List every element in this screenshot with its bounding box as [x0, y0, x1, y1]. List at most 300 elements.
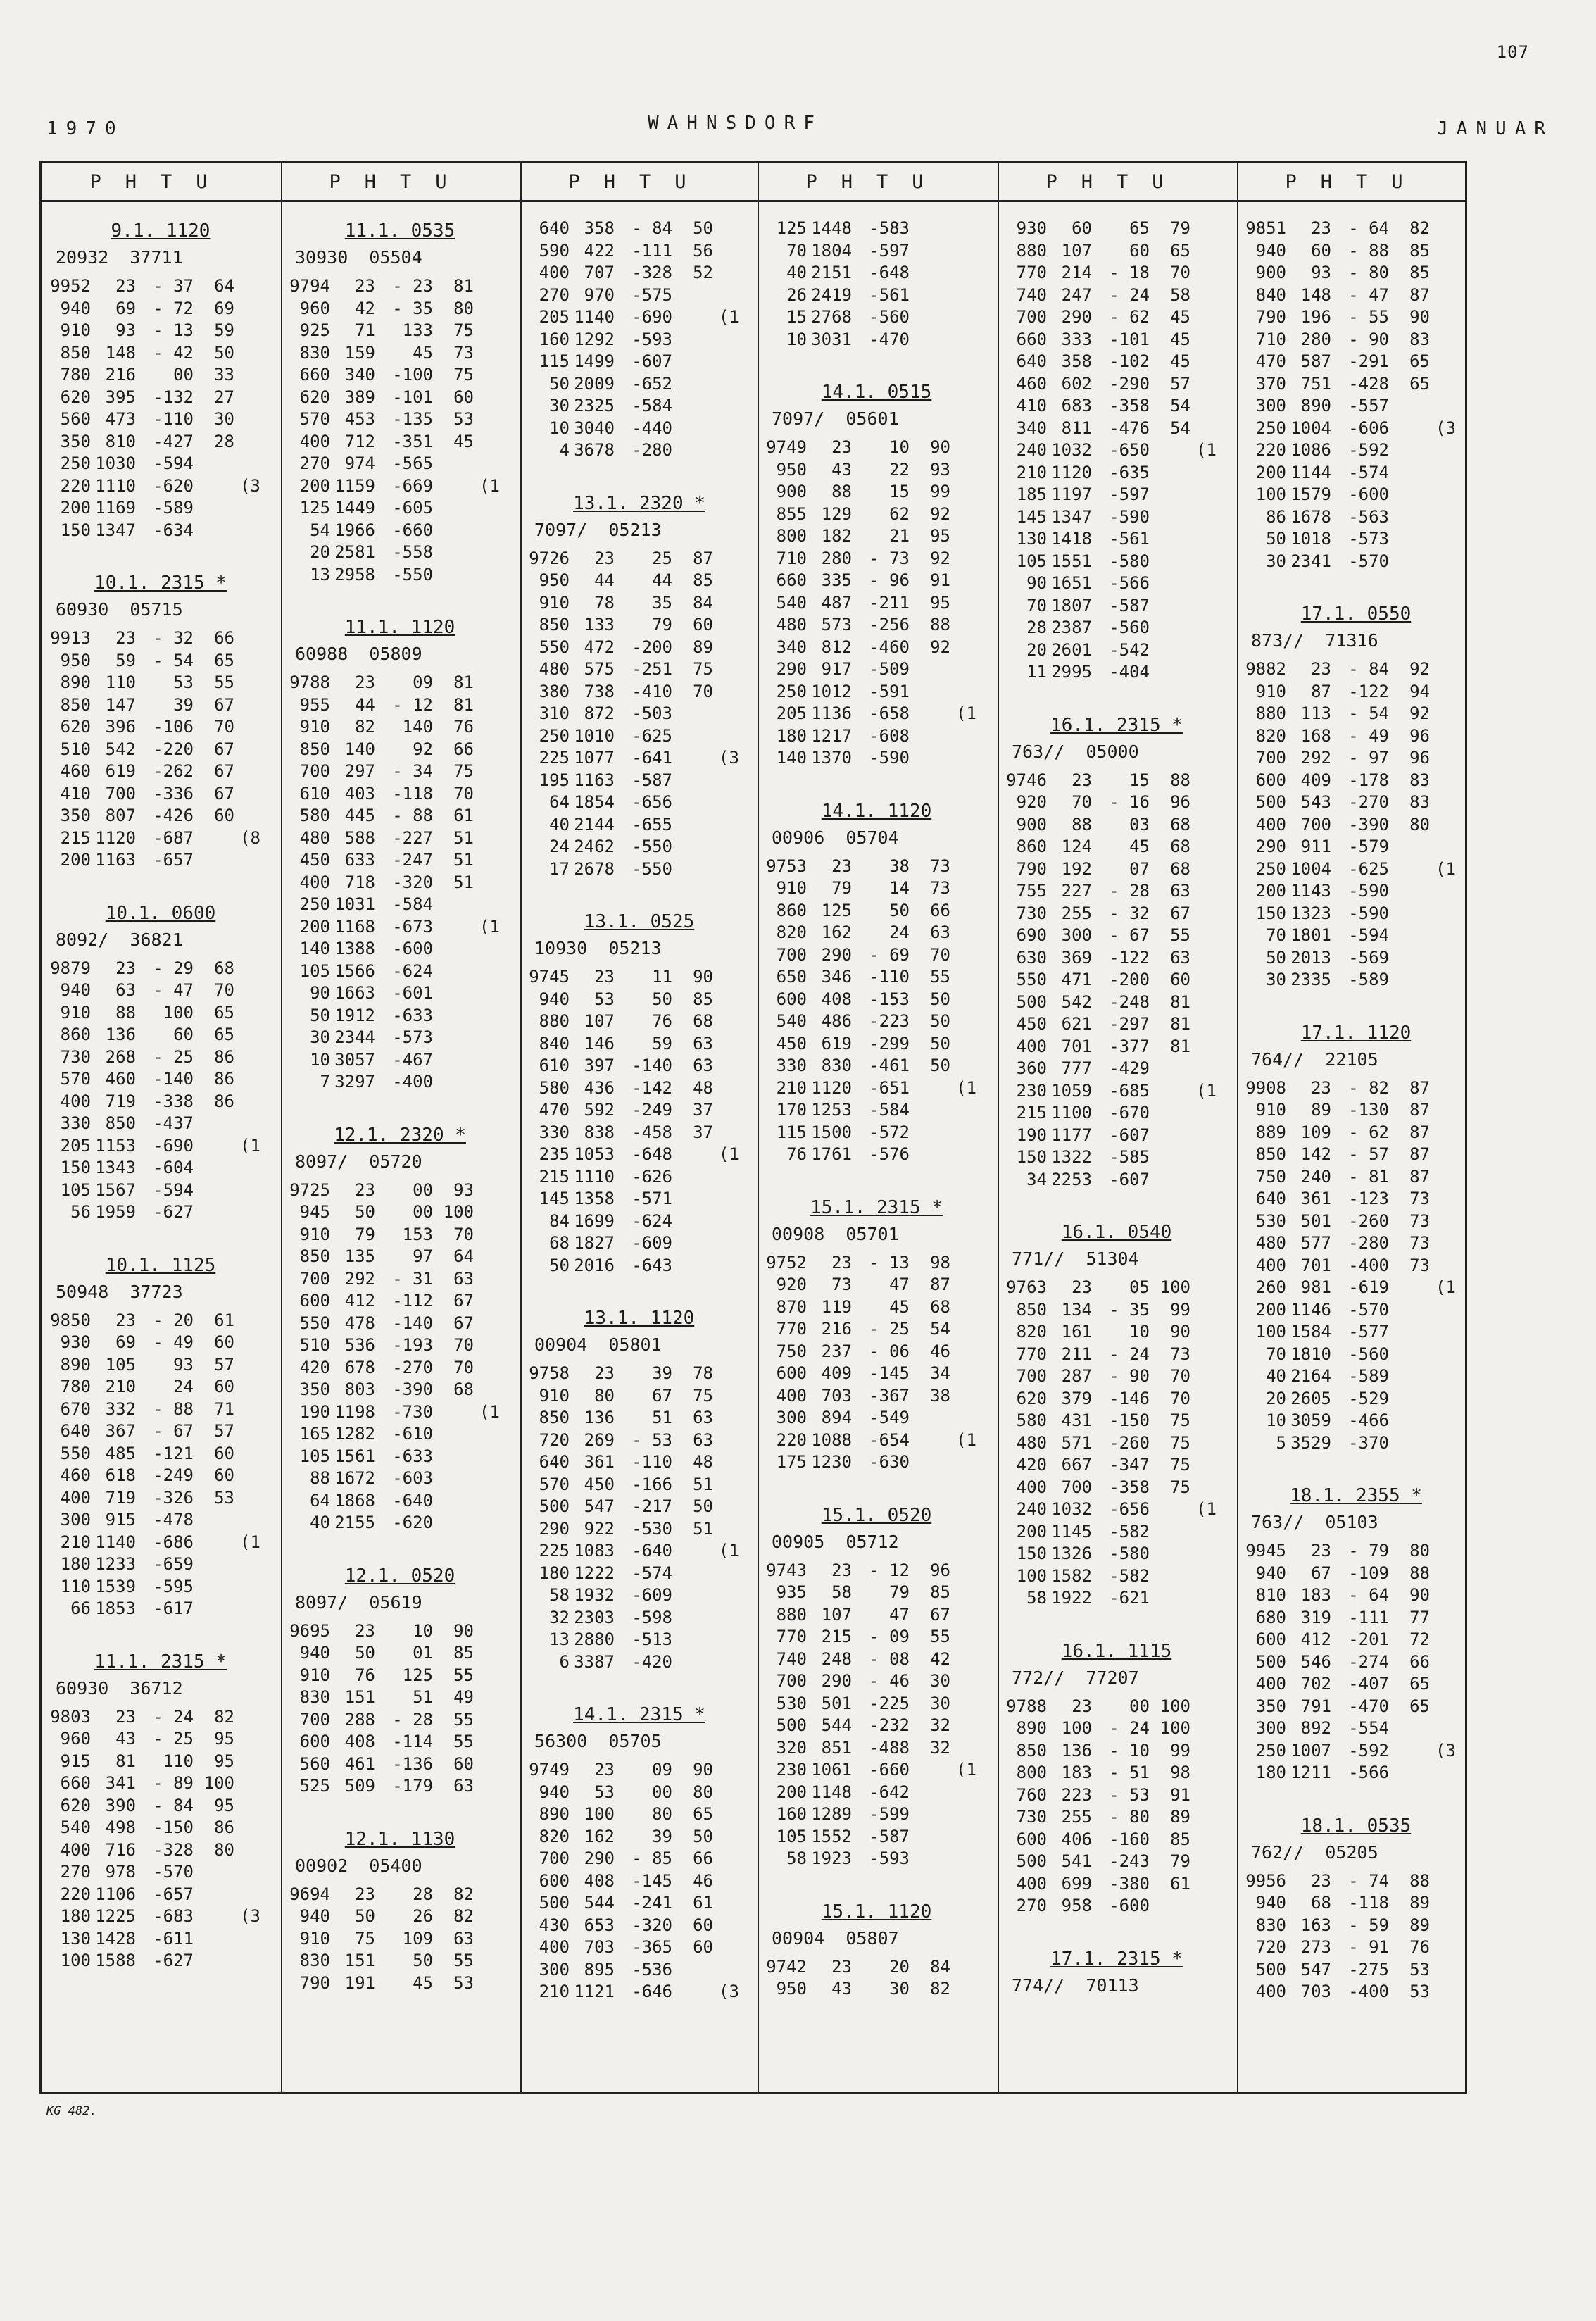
humidity-cell: 78: [693, 1363, 713, 1383]
table-row: [284, 872, 516, 894]
height-cell: 113: [1300, 703, 1331, 723]
note-cell: [950, 1055, 991, 1077]
table-row: [523, 836, 755, 858]
sounding-code: 7097/ 05213: [534, 519, 662, 540]
temperature-cell: - 74: [1348, 1870, 1389, 1891]
height-cell: 1159: [334, 475, 375, 496]
temperature-cell: 28: [413, 1884, 433, 1904]
temperature-cell: -594: [153, 1180, 194, 1200]
height-cell: 1211: [1290, 1763, 1331, 1782]
table-row: [1000, 1277, 1233, 1299]
humidity-cell: [910, 1451, 950, 1474]
table-row: [1240, 506, 1472, 529]
humidity-cell: [1150, 528, 1190, 551]
temperature-cell: -560: [1109, 618, 1150, 637]
table-row: [44, 364, 277, 387]
pressure-cell: 180: [1255, 1763, 1286, 1782]
pressure-cell: 24: [549, 837, 570, 856]
pressure-cell: 30: [1266, 970, 1286, 989]
note-cell: [1430, 925, 1471, 947]
table-row: [1000, 969, 1233, 991]
height-cell: 777: [1061, 1058, 1092, 1078]
height-cell: 653: [584, 1915, 615, 1935]
table-row: [1000, 1806, 1233, 1829]
table-row: [523, 395, 755, 418]
table-row: [1000, 573, 1233, 595]
pressure-cell: 690: [1016, 925, 1047, 945]
temperature-cell: -550: [392, 564, 433, 584]
humidity-cell: 67: [1170, 903, 1190, 923]
height-cell: 1561: [334, 1446, 375, 1466]
humidity-cell: [1389, 1299, 1430, 1322]
pressure-cell: 5: [1276, 1432, 1286, 1453]
table-row: [44, 650, 277, 672]
temperature-cell: -280: [1348, 1233, 1389, 1253]
pressure-cell: 400: [60, 1487, 91, 1508]
table-row: [523, 614, 755, 637]
table-row: [1000, 1829, 1233, 1851]
note-cell: [1430, 880, 1471, 903]
table-row: [1000, 836, 1233, 858]
pressure-cell: 270: [539, 284, 570, 305]
temperature-cell: - 24: [1109, 1718, 1150, 1738]
height-cell: 75: [355, 1928, 375, 1948]
height-cell: 23: [831, 856, 852, 876]
table-row: [760, 1626, 993, 1649]
height-cell: 2419: [811, 284, 852, 305]
table-row: [284, 1928, 516, 1951]
table-row: [523, 1629, 755, 1651]
height-cell: 1233: [95, 1554, 136, 1574]
humidity-cell: [672, 1166, 713, 1189]
table-row: [44, 1861, 277, 1884]
height-cell: 2995: [1051, 662, 1092, 682]
table-row: [523, 770, 755, 792]
table-row: [1240, 1388, 1472, 1410]
temperature-cell: - 72: [153, 298, 194, 318]
note-cell: [474, 694, 515, 717]
pressure-cell: 180: [60, 1906, 91, 1926]
height-cell: 142: [1300, 1144, 1331, 1164]
temperature-cell: -560: [869, 307, 910, 327]
note-cell: [234, 1817, 275, 1839]
temperature-cell: - 28: [392, 1709, 433, 1729]
humidity-cell: [1389, 947, 1430, 970]
pressure-cell: 105: [60, 1180, 91, 1200]
temperature-cell: -670: [1109, 1103, 1150, 1122]
height-cell: 361: [584, 1452, 615, 1472]
note-cell: [234, 849, 275, 872]
height-cell: 163: [1300, 1915, 1331, 1935]
note-cell: [713, 858, 754, 881]
pressure-cell: 510: [60, 739, 91, 759]
note-cell: [713, 1959, 754, 1982]
humidity-cell: 70: [214, 717, 234, 737]
height-cell: 1343: [95, 1158, 136, 1177]
note-cell: [950, 681, 991, 703]
height-cell: 50: [355, 1202, 375, 1222]
note-cell: [1190, 903, 1231, 925]
height-cell: 23: [115, 628, 136, 648]
note-cell: [950, 218, 991, 240]
height-cell: 409: [821, 1363, 852, 1383]
height-cell: 1761: [811, 1144, 852, 1164]
height-cell: 3678: [574, 440, 615, 460]
temperature-cell: 44: [652, 570, 672, 590]
humidity-cell: 48: [693, 1452, 713, 1472]
height-cell: 280: [1300, 329, 1331, 349]
pressure-cell: 215: [539, 1166, 570, 1187]
table-row: [284, 1906, 516, 1928]
note-cell: [950, 658, 991, 681]
pressure-cell: 90: [310, 983, 330, 1003]
height-cell: 1499: [574, 351, 615, 371]
temperature-cell: -251: [632, 659, 672, 679]
table-row: [760, 747, 993, 770]
height-cell: 290: [821, 944, 852, 965]
note-cell: [1190, 1477, 1231, 1499]
temperature-cell: 79: [652, 615, 672, 634]
height-cell: 1326: [1051, 1544, 1092, 1563]
note-cell: [713, 1055, 754, 1077]
note-cell: [1190, 991, 1231, 1014]
humidity-cell: [433, 1490, 474, 1513]
pressure-cell: 940: [1255, 1563, 1286, 1583]
pressure-cell: 700: [1016, 307, 1047, 327]
pressure-cell: 950: [60, 650, 91, 670]
note-cell: [234, 694, 275, 717]
height-cell: 237: [821, 1341, 852, 1361]
pressure-cell: 200: [776, 1782, 807, 1802]
note-cell: [1430, 1563, 1471, 1585]
pressure-cell: 500: [1255, 1651, 1286, 1672]
temperature-cell: -225: [869, 1693, 910, 1713]
height-cell: 332: [105, 1399, 136, 1419]
note-cell: [950, 1318, 991, 1341]
note-cell: [713, 637, 754, 659]
note-cell: [713, 262, 754, 284]
humidity-cell: 89: [1409, 1893, 1430, 1913]
height-cell: 50: [355, 1643, 375, 1663]
humidity-cell: [910, 1759, 950, 1782]
temperature-cell: -570: [1348, 1299, 1389, 1320]
height-cell: 88: [831, 482, 852, 501]
temperature-cell: -600: [1109, 1896, 1150, 1915]
pressure-cell: 560: [60, 409, 91, 429]
height-cell: 58: [831, 1582, 852, 1602]
pressure-cell: 125: [299, 498, 330, 518]
height-cell: 1810: [1290, 1344, 1331, 1364]
note-cell: [1430, 528, 1471, 551]
table-row: [1000, 1365, 1233, 1388]
note-cell: [713, 614, 754, 637]
humidity-cell: [1150, 484, 1190, 506]
temperature-cell: - 84: [1348, 659, 1389, 679]
pressure-cell: 200: [1255, 1299, 1286, 1320]
table-row: [760, 1033, 993, 1056]
humidity-cell: 96: [930, 1560, 950, 1580]
note-cell: [474, 1687, 515, 1709]
humidity-cell: 65: [1409, 351, 1430, 371]
pressure-cell: 550: [60, 1443, 91, 1463]
note-cell: (1: [956, 1077, 976, 1098]
table-row: [284, 364, 516, 387]
pressure-cell: 770: [776, 1319, 807, 1339]
pressure-cell: 500: [1255, 792, 1286, 812]
humidity-cell: 75: [453, 761, 474, 781]
height-cell: 23: [115, 1310, 136, 1330]
pressure-cell: 115: [539, 351, 570, 371]
table-row: [1240, 1410, 1472, 1432]
table-row: [523, 1782, 755, 1804]
note-cell: [474, 497, 515, 520]
table-row: [523, 592, 755, 615]
temperature-cell: -232: [869, 1715, 910, 1735]
humidity-cell: 85: [930, 1582, 950, 1602]
humidity-cell: [910, 681, 950, 703]
pressure-cell: 760: [1016, 1784, 1047, 1805]
temperature-cell: -608: [869, 725, 910, 746]
table-row: [1240, 1696, 1472, 1718]
table-row: [1000, 284, 1233, 307]
table-row: [284, 1709, 516, 1732]
temperature-cell: -574: [1348, 462, 1389, 482]
humidity-cell: [1150, 462, 1190, 484]
table-row: [1000, 1762, 1233, 1784]
temperature-cell: 50: [413, 1951, 433, 1970]
table-row: [523, 1232, 755, 1255]
humidity-cell: 63: [930, 922, 950, 942]
humidity-cell: [433, 1071, 474, 1094]
temperature-cell: -651: [869, 1077, 910, 1098]
height-cell: 1912: [334, 1005, 375, 1025]
height-cell: 2325: [574, 396, 615, 415]
note-cell: [1430, 1077, 1471, 1100]
pressure-cell: 34: [1026, 1169, 1047, 1189]
humidity-cell: 81: [453, 276, 474, 296]
pressure-cell: 920: [776, 1275, 807, 1294]
humidity-cell: 92: [930, 503, 950, 524]
height-cell: 1323: [1290, 903, 1331, 923]
note-cell: [1190, 770, 1231, 792]
temperature-cell: -607: [1109, 1169, 1150, 1189]
humidity-cell: [672, 1981, 713, 2003]
note-cell: [950, 1560, 991, 1582]
height-cell: 707: [584, 263, 615, 282]
table-row: [1000, 1895, 1233, 1918]
pressure-cell: 105: [776, 1826, 807, 1846]
humidity-cell: [194, 1906, 234, 1928]
pressure-cell: 530: [776, 1693, 807, 1713]
humidity-cell: [433, 1468, 474, 1490]
temperature-cell: -429: [1109, 1058, 1150, 1078]
height-cell: 1932: [574, 1585, 615, 1605]
height-cell: 978: [105, 1862, 136, 1882]
humidity-cell: 96: [1409, 748, 1430, 768]
height-cell: 23: [831, 1560, 852, 1580]
table-row: [760, 1693, 993, 1715]
pressure-cell: 960: [299, 298, 330, 318]
temperature-cell: -580: [1109, 1544, 1150, 1563]
height-cell: 1853: [95, 1599, 136, 1618]
height-cell: 192: [1061, 858, 1092, 879]
table-row: [1000, 1169, 1233, 1191]
note-cell: [1190, 506, 1231, 529]
height-cell: 1010: [574, 725, 615, 746]
table-row: [44, 1443, 277, 1465]
note-cell: [234, 1332, 275, 1354]
sounding-date-time: 13.1. 0525: [584, 911, 695, 932]
humidity-cell: [194, 1201, 234, 1224]
table-row: [523, 570, 755, 592]
note-cell: [474, 1775, 515, 1798]
temperature-cell: - 90: [1109, 1366, 1150, 1386]
height-cell: 23: [355, 276, 375, 296]
humidity-cell: 61: [214, 1310, 234, 1330]
temperature-cell: -554: [1348, 1718, 1389, 1738]
pressure-cell: 40: [549, 814, 570, 834]
humidity-cell: [433, 520, 474, 542]
note-cell: [234, 1772, 275, 1795]
pressure-cell: 58: [549, 1585, 570, 1605]
height-cell: 699: [1061, 1873, 1092, 1894]
humidity-cell: 69: [214, 298, 234, 318]
table-row: [284, 1313, 516, 1335]
humidity-cell: [1389, 1410, 1430, 1432]
height-cell: 544: [584, 1893, 615, 1913]
temperature-cell: - 90: [1348, 329, 1389, 349]
height-cell: 915: [105, 1510, 136, 1529]
humidity-cell: 81: [1170, 991, 1190, 1012]
pressure-cell: 180: [776, 725, 807, 746]
note-cell: [950, 637, 991, 659]
humidity-cell: 75: [1170, 1477, 1190, 1497]
table-row: [284, 1027, 516, 1049]
table-row: [1240, 925, 1472, 947]
height-cell: 431: [1061, 1410, 1092, 1430]
temperature-cell: -150: [153, 1818, 194, 1837]
table-row: [44, 1817, 277, 1839]
pressure-cell: 105: [299, 1446, 330, 1466]
note-cell: [713, 1607, 754, 1629]
pressure-cell: 290: [1255, 837, 1286, 856]
pressure-cell: 350: [60, 806, 91, 825]
height-cell: 536: [344, 1335, 375, 1355]
humidity-cell: 75: [1170, 1410, 1190, 1430]
pressure-cell: 410: [60, 783, 91, 803]
sounding-code: 56300 05705: [534, 1731, 662, 1751]
table-row: [760, 681, 993, 703]
note-cell: [1190, 351, 1231, 373]
table-row: [523, 747, 755, 770]
humidity-cell: 75: [1170, 1432, 1190, 1453]
humidity-cell: 67: [214, 739, 234, 759]
height-cell: 146: [584, 1033, 615, 1053]
note-cell: [1430, 439, 1471, 462]
height-cell: 2387: [1051, 618, 1092, 637]
pressure-cell: 320: [776, 1737, 807, 1758]
temperature-cell: - 16: [1109, 792, 1150, 812]
humidity-cell: 82: [1409, 218, 1430, 238]
temperature-cell: -365: [632, 1937, 672, 1957]
note-cell: [713, 1166, 754, 1189]
sounding-block: [284, 1122, 516, 1534]
height-cell: 703: [821, 1385, 852, 1406]
pressure-cell: 205: [776, 703, 807, 723]
humidity-cell: [910, 1144, 950, 1166]
pressure-cell: 100: [60, 1951, 91, 1970]
temperature-cell: -247: [392, 850, 433, 870]
temperature-cell: -488: [869, 1737, 910, 1758]
table-row: [523, 1563, 755, 1585]
temperature-cell: 53: [173, 672, 194, 692]
temperature-cell: - 85: [632, 1848, 672, 1868]
height-cell: 1153: [95, 1135, 136, 1156]
note-cell: [950, 725, 991, 748]
humidity-cell: 81: [453, 694, 474, 715]
pressure-cell: 205: [539, 307, 570, 327]
temperature-cell: - 59: [1348, 1915, 1389, 1935]
table-row: [523, 1055, 755, 1077]
temperature-cell: - 53: [632, 1429, 672, 1450]
humidity-cell: 99: [930, 482, 950, 501]
temperature-cell: -109: [1348, 1563, 1389, 1583]
table-row: [1000, 1784, 1233, 1807]
note-cell: [234, 716, 275, 739]
note-cell: [1190, 329, 1231, 351]
height-cell: 109: [1300, 1122, 1331, 1142]
note-cell: [950, 592, 991, 615]
pressure-cell: 790: [1255, 307, 1286, 327]
humidity-cell: [672, 725, 713, 748]
height-cell: 23: [355, 672, 375, 692]
table-row: [523, 1981, 755, 2003]
height-cell: 369: [1061, 947, 1092, 968]
temperature-cell: -249: [153, 1465, 194, 1485]
table-row: [1000, 484, 1233, 506]
note-cell: [234, 1046, 275, 1069]
table-row: [1240, 418, 1472, 440]
temperature-cell: -570: [153, 1862, 194, 1882]
pressure-cell: 145: [539, 1189, 570, 1208]
table-row: [1240, 947, 1472, 970]
note-cell: [713, 439, 754, 462]
pressure-cell: 550: [1016, 970, 1047, 989]
humidity-cell: 80: [214, 1839, 234, 1860]
table-row: [523, 1870, 755, 1893]
temperature-cell: 24: [889, 922, 910, 942]
note-cell: [474, 1049, 515, 1072]
humidity-cell: [1150, 1146, 1190, 1169]
note-cell: (3: [240, 475, 260, 496]
temperature-cell: -106: [153, 717, 194, 737]
pressure-cell: 430: [539, 1915, 570, 1935]
sounding-code: 50948 37723: [56, 1281, 183, 1302]
humidity-cell: 68: [214, 958, 234, 978]
humidity-cell: 85: [453, 1643, 474, 1663]
table-row: [1000, 1299, 1233, 1322]
temperature-cell: -470: [869, 329, 910, 349]
sounding-code: 60988 05809: [295, 644, 422, 664]
pressure-cell: 470: [1255, 351, 1286, 371]
humidity-cell: [672, 792, 713, 814]
note-cell: [950, 1956, 991, 1979]
note-cell: [1190, 1521, 1231, 1544]
temperature-cell: 50: [889, 900, 910, 920]
table-row: [44, 827, 277, 850]
humidity-cell: [910, 1803, 950, 1826]
pressure-cell: 66: [70, 1599, 91, 1618]
